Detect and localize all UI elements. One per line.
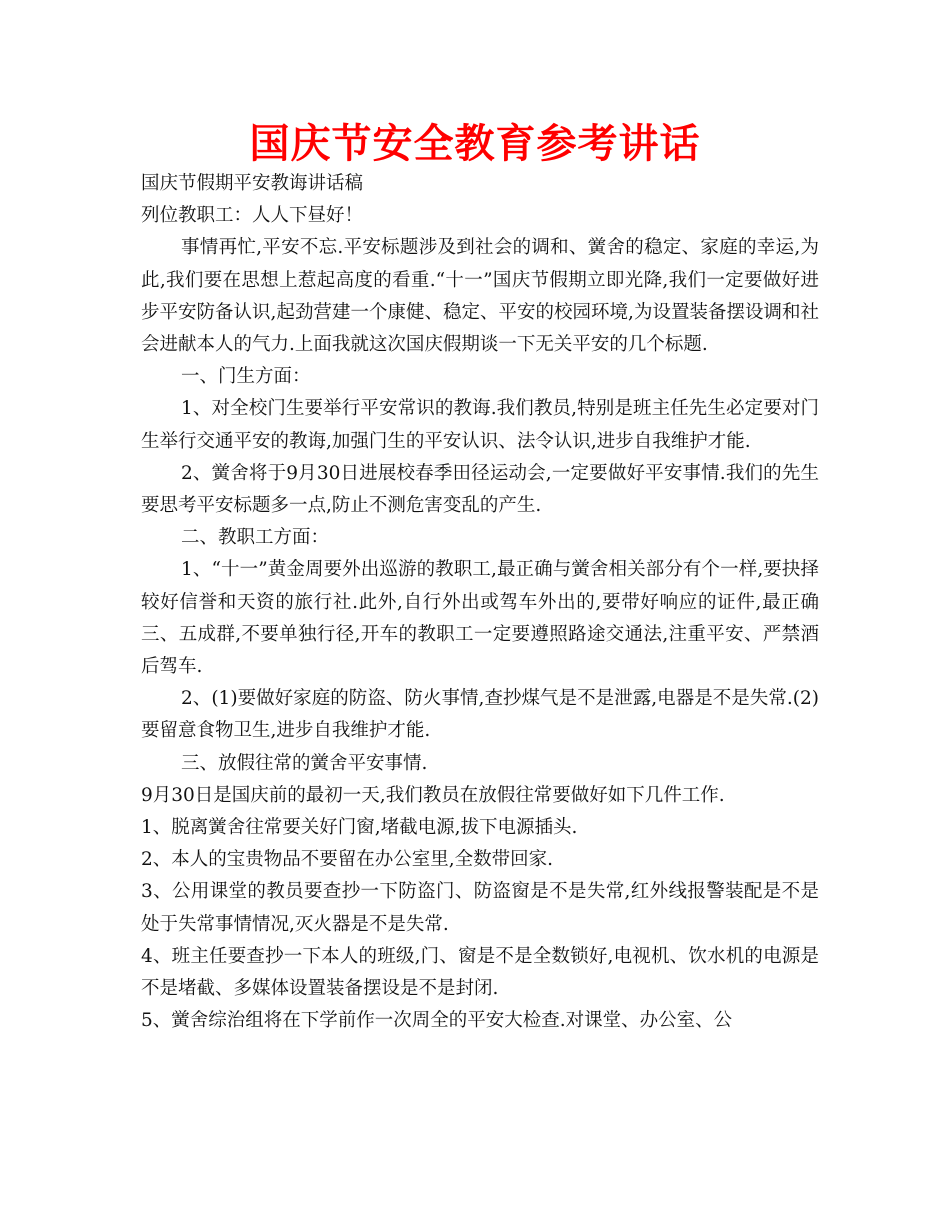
subtitle: 国庆节假期平安教诲讲话稿: [141, 173, 364, 194]
paragraph-holiday-5: 5、黉舍综治组将在下学前作一次周全的平安大检查.对课堂、办公室、公: [141, 1010, 733, 1032]
section-heading-holiday: 三、放假往常的黉舍平安事情.: [181, 752, 428, 774]
paragraph-holiday-intro: 9月30日是国庆前的最初一天,我们教员在放假往常要做好如下几件工作.: [141, 784, 725, 806]
paragraph-holiday-1: 1、脱离黉舍往常要关好门窗,堵截电源,拔下电源插头.: [141, 817, 578, 839]
paragraph-students-1: 1、对全校门生要举行平安常识的教诲.我们教员,特别是班主任先生必定要对门生举行交通平安的教诲,加强门生的平安认识、法令认识,进步自我维护才能.: [141, 398, 819, 452]
paragraph-holiday-2: 2、本人的宝贵物品不要留在办公室里,全数带回家.: [141, 849, 554, 871]
paragraph-intro: 事情再忙,平安不忘.平安标题涉及到社会的调和、黉舍的稳定、家庭的幸运,为此,我们要在思想上惹起高度的看重.“十一”国庆节假期立即光降,我们一定要做好进步平安防备认识,起劲营建一个康健、稳定、平安的校园环境,为设置装备摆设调和社会进献本人的气力.上面我就这次国庆假期谈一下无关平安的几个标题.: [141, 237, 819, 356]
document-body: [141, 168, 819, 1037]
paragraph-staff-2: 2、(1)要做好家庭的防盗、防火事情,查抄煤气是不是泄露,电器是不是失常.(2)要留意食物卫生,进步自我维护才能.: [141, 688, 819, 742]
paragraph-staff-1: 1、“十一”黄金周要外出巡游的教职工,最正确与黉舍相关部分有个一样,要抉择较好信誉和天资的旅行社.此外,自行外出或驾车外出的,要带好响应的证件,最正确三、五成群,不要单独行径,开车的教职工一定要遵照路途交通法,注重平安、严禁酒后驾车.: [141, 559, 819, 678]
paragraph-holiday-4: 4、班主任要查抄一下本人的班级,门、窗是不是全数锁好,电视机、饮水机的电源是不是堵截、多媒体设置装备摆设是不是封闭.: [141, 945, 819, 1000]
document-title: 国庆节安全教育参考讲话: [249, 121, 701, 167]
paragraph-students-2: 2、黉舍将于9月30日进展校春季田径运动会,一定要做好平安事情.我们的先生要思考平安标题多一点,防止不测危害变乱的产生.: [141, 462, 819, 517]
section-heading-staff: 二、教职工方面：: [181, 527, 330, 549]
section-heading-students: 一、门生方面：: [181, 366, 311, 388]
paragraph-holiday-3: 3、公用课堂的教员要查抄一下防盗门、防盗窗是不是失常,红外线报警装配是不是处于失常事情情况,灭火器是不是失常.: [141, 881, 819, 935]
greeting: 列位教职工：人人下昼好！: [141, 205, 364, 227]
